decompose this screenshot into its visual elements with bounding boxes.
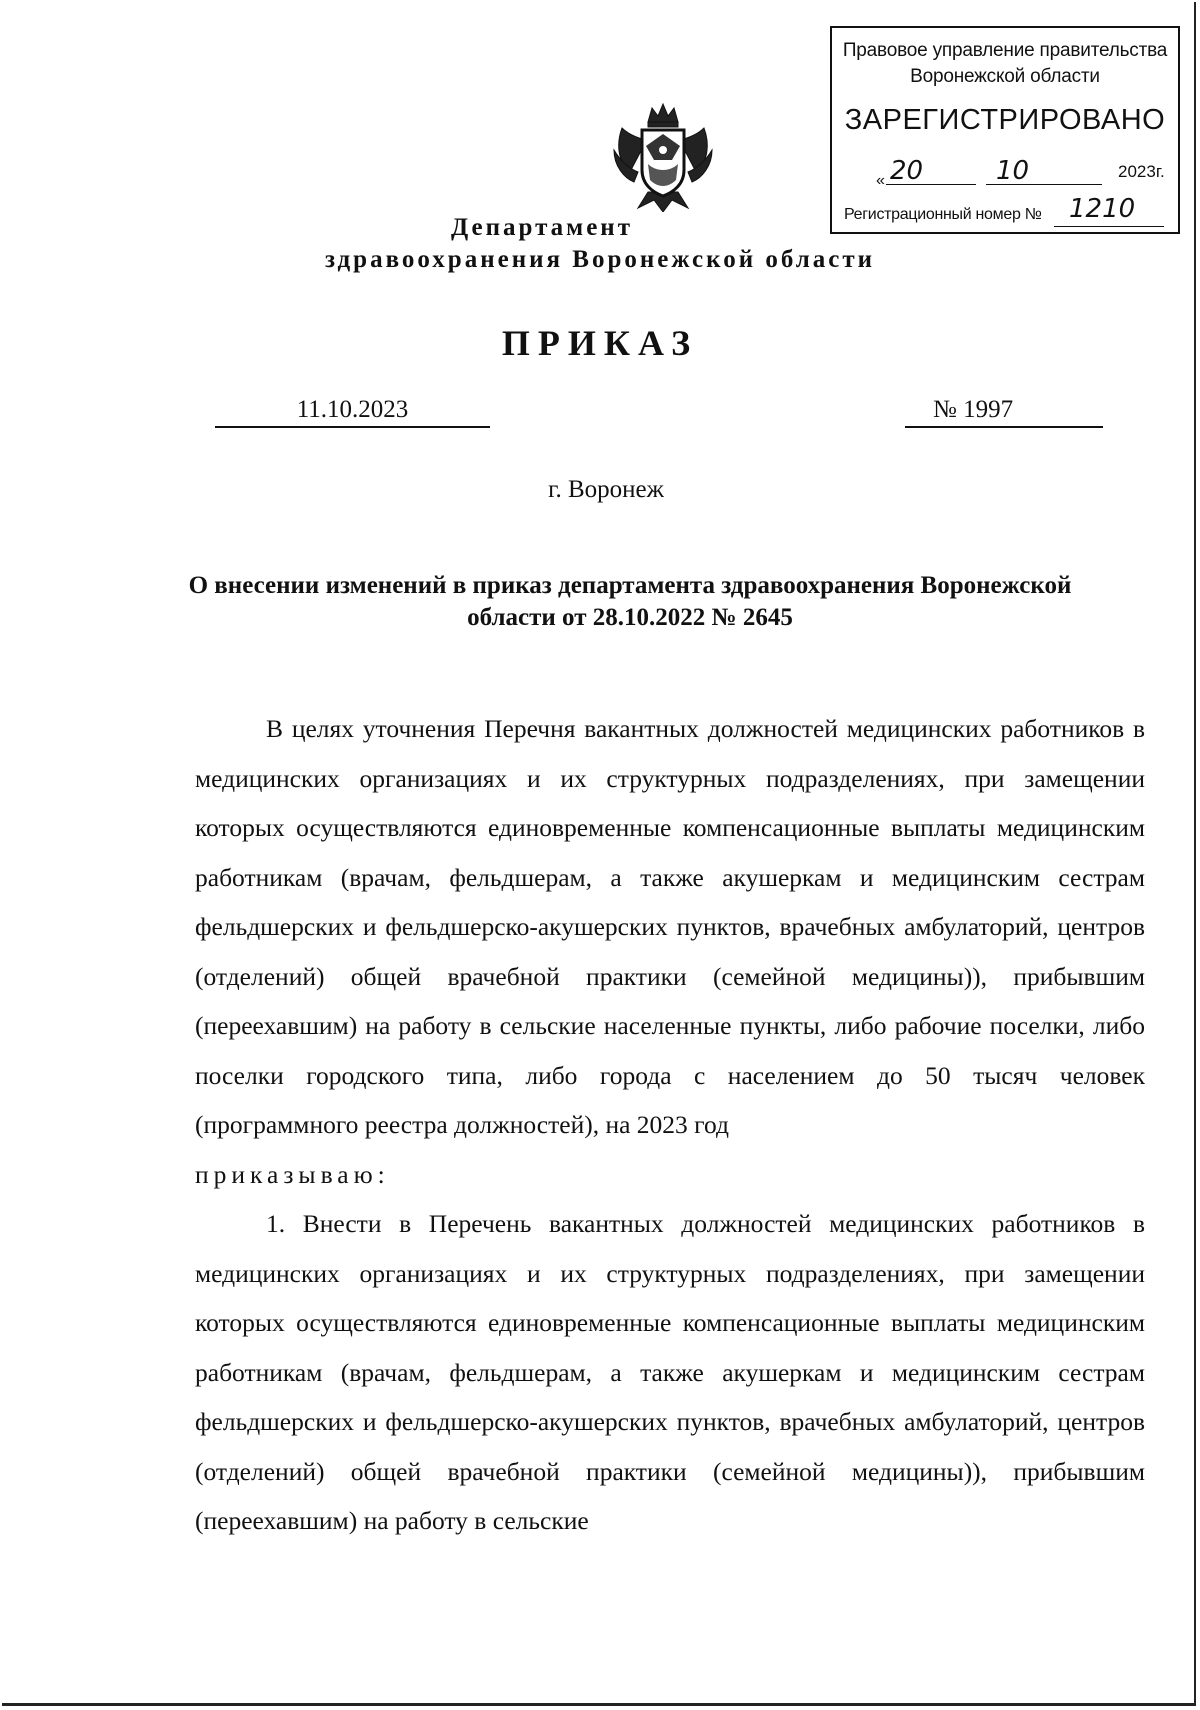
order-word: приказываю: xyxy=(195,1159,390,1189)
voronezh-coat-of-arms-icon xyxy=(608,100,718,212)
order-body xyxy=(195,704,1145,1546)
stamp-reg-number: 1210 xyxy=(1069,194,1136,224)
stamp-date xyxy=(868,156,1165,190)
department-title-line2: здравоохранения Воронежской области xyxy=(324,246,876,273)
order-date: 11.10.2023 xyxy=(215,396,490,428)
document-type: ПРИКАЗ xyxy=(501,323,699,363)
stamp-day: 20 xyxy=(890,156,924,186)
stamp-status: ЗАРЕГИСТРИРОВАНО xyxy=(844,104,1166,136)
order-city: г. Воронеж xyxy=(548,476,664,503)
registration-stamp xyxy=(830,26,1180,234)
stamp-month: 10 xyxy=(996,156,1030,186)
stamp-organization: Правовое управление правительства Воронежской области xyxy=(842,40,1168,87)
preamble-paragraph: В целях уточнения Перечня вакантных должностей медицинских работников в медицинских организациях и их структурных подразделениях, при замещении которых осуществляются единовременные компенсационные выплаты медицинским работникам (врачам, фельдшерам, а также акушеркам и медицинским сестрам фельдшерских и фельдшерско-акушерских пунктов, врачебных амбулаторий, центров (отделений) общей врачебной практики (семейной медицины)), прибывшим (переехавшим) на работу в сельские населенные пункты, либо рабочие поселки, либо поселки городского типа, либо города с населением до 50 тысяч человек (программного реестра должностей), на 2023 год xyxy=(195,714,1145,1139)
department-title-line1: Департамент xyxy=(451,214,633,241)
stamp-date-quote: « xyxy=(876,172,885,189)
stamp-reg-label: Регистрационный номер № xyxy=(844,206,1042,223)
order-number: № 1997 xyxy=(905,396,1103,428)
stamp-year: 2023г. xyxy=(1118,162,1165,181)
item-1-paragraph: 1. Внести в Перечень вакантных должностей медицинских работников в медицинских организациях и их структурных подразделениях, при замещении которых осуществляются единовременные компенсационные выплаты медицинским работникам (врачам, фельдшерам, а также акушеркам и медицинским сестрам фельдшерских и фельдшерско-акушерских пунктов, врачебных амбулаторий, центров (отделений) общей врачебной практики (семейной медицины)), прибывшим (переехавшим) на работу в сельские xyxy=(195,1209,1145,1535)
order-subject: О внесении изменений в приказ департамента здравоохранения Воронежской области от 28.10.2022 № 2645 xyxy=(188,572,1072,631)
